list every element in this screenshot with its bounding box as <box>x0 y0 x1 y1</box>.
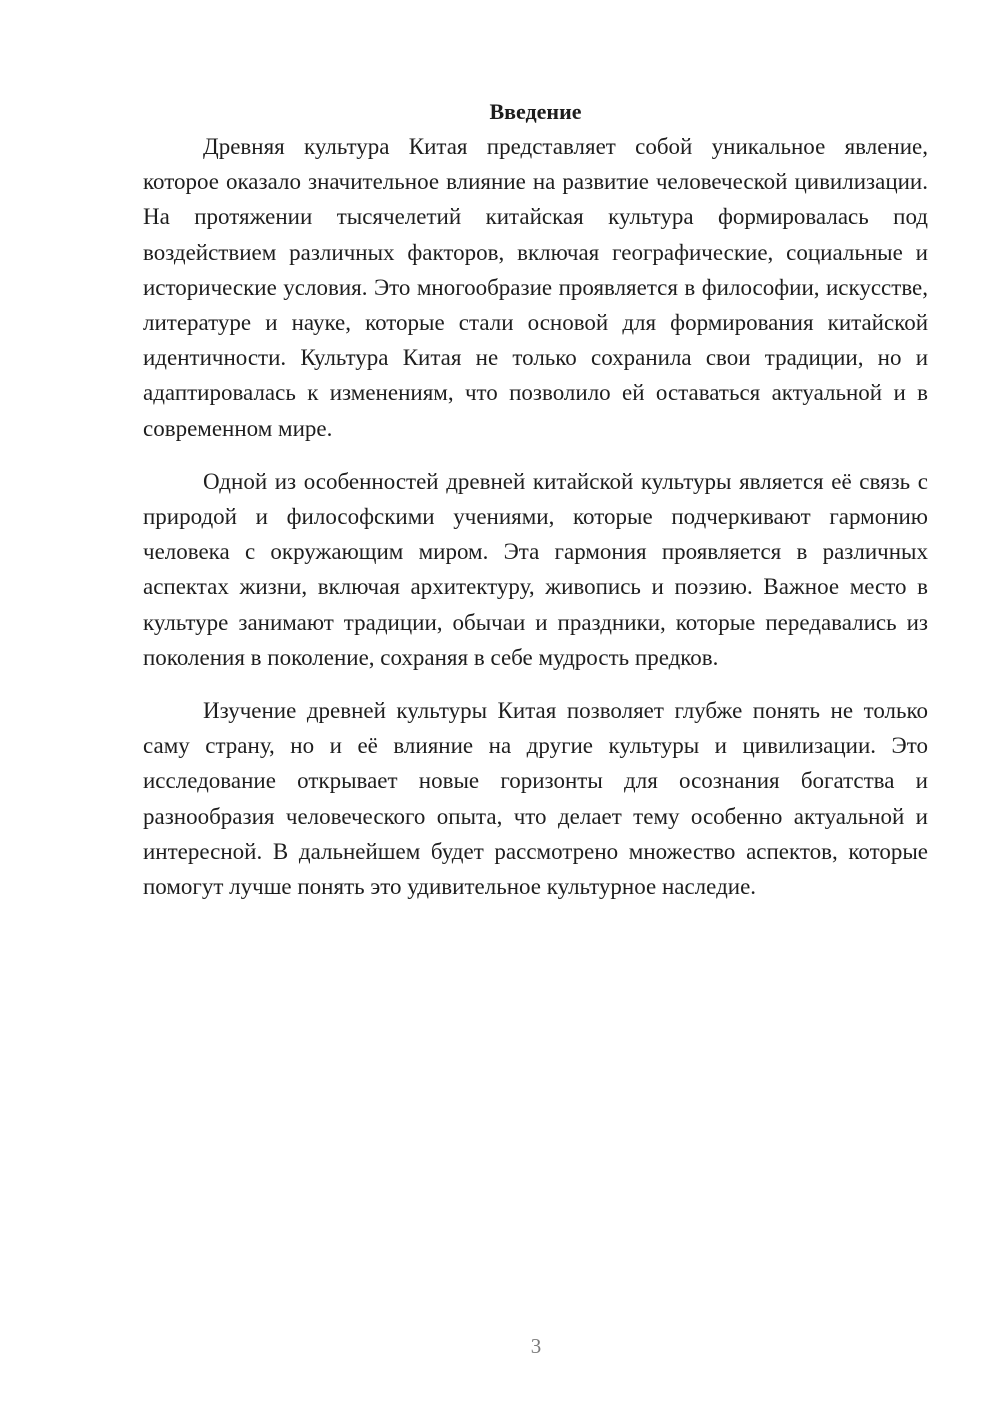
page-content <box>143 94 928 904</box>
paragraph: Изучение древней культуры Китая позволяет глубже понять не только саму страну, но и её влияние на другие культуры и цивилизации. Это исследование открывает новые горизонты для осознания богатства и разнообразия человеческого опыта, что делает тему особенно актуальной и интересной. В дальнейшем будет рассмотрено множество аспектов, которые помогут лучше понять это удивительное культурное наследие. <box>143 698 928 900</box>
paragraph: Древняя культура Китая представляет собой уникальное явление, которое оказало значительное влияние на развитие человеческой цивилизации. На протяжении тысячелетий китайская культура формировалась под воздействием различных факторов, включая географические, социальные и исторические условия. Это многообразие проявляется в философии, искусстве, литературе и науке, которые стали основой для формирования китайской идентичности. Культура Китая не только сохранила свои традиции, но и адаптировалась к изменениям, что позволило ей оставаться актуальной и в современном мире. <box>143 134 928 441</box>
page-number: 3 <box>530 1334 542 1358</box>
section-heading: Введение <box>489 99 582 124</box>
paragraph: Одной из особенностей древней китайской культуры является её связь с природой и философскими учениями, которые подчеркивают гармонию человека с окружающим миром. Эта гармония проявляется в различных аспектах жизни, включая архитектуру, живопись и поэзию. Важное место в культуре занимают традиции, обычаи и праздники, которые передавались из поколения в поколение, сохраняя в себе мудрость предков. <box>143 468 928 670</box>
